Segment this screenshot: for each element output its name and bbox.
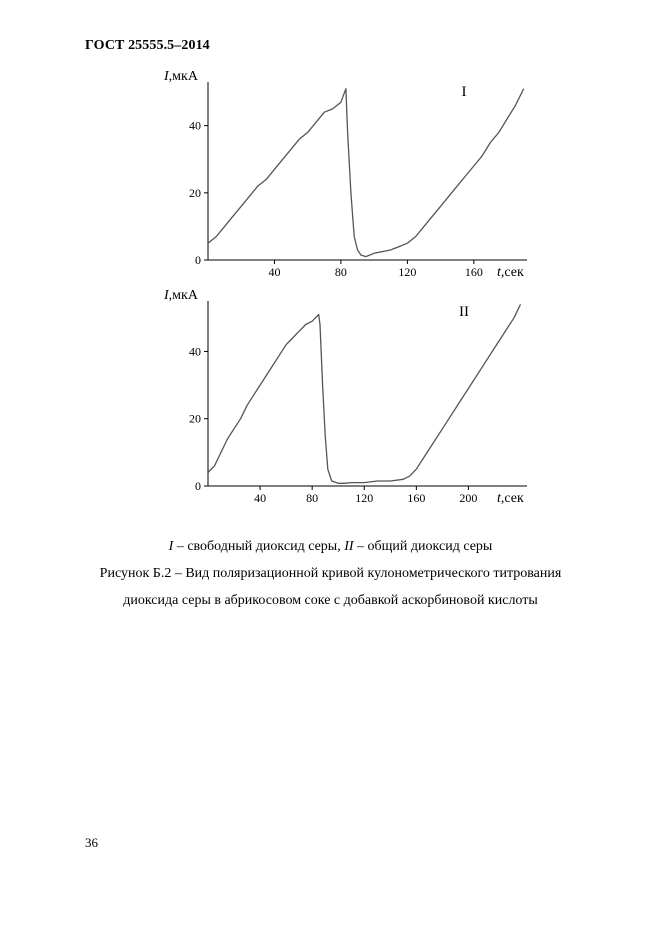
- x-tick-label: 120: [355, 491, 374, 505]
- y-axis-label: [163, 288, 199, 303]
- x-tick-label: 160: [464, 265, 483, 279]
- y-tick-label: 0: [195, 253, 201, 267]
- y-tick-label: 0: [195, 479, 201, 493]
- x-tick-label: 200: [459, 491, 478, 505]
- figure-legend: [0, 539, 661, 555]
- panel-label: II: [459, 304, 469, 320]
- y-axis-label: [163, 69, 199, 84]
- x-tick-label: 120: [398, 265, 417, 279]
- y-tick-label: 40: [189, 118, 201, 133]
- legend-i-text: – свободный диоксид серы,: [173, 539, 345, 554]
- y-tick-label: 20: [189, 411, 201, 426]
- y-tick-label: 20: [189, 185, 201, 200]
- x-axis-label-unit: ,сек: [500, 491, 524, 506]
- y-axis-label-unit: ,мкА: [168, 288, 198, 303]
- x-axis-label: [497, 265, 524, 280]
- x-axis-label: [497, 491, 524, 506]
- legend-ii-label: II: [344, 539, 354, 554]
- x-tick-label: 80: [334, 265, 347, 279]
- x-tick-label: 160: [407, 491, 426, 505]
- chart-i-svg: [0, 60, 661, 280]
- x-tick-label: 80: [306, 491, 319, 505]
- chart-panel-ii: [0, 283, 661, 508]
- figure-title-line2: диоксида серы в абрикосовом соке с добавкой аскорбиновой кислоты: [123, 593, 538, 608]
- series-line: [208, 304, 521, 483]
- y-tick-label: 40: [189, 344, 201, 359]
- y-axis-label-unit: ,мкА: [168, 69, 198, 84]
- figure-title-line1: Рисунок Б.2 – Вид поляризационной кривой кулонометрического титрования: [99, 566, 562, 581]
- chart-ii-svg: [0, 283, 661, 508]
- document-header: ГОСТ 25555.5–2014: [85, 38, 210, 53]
- x-axis-label-unit: ,сек: [500, 265, 524, 280]
- x-tick-label: 40: [268, 265, 281, 279]
- legend-i-label: I: [168, 539, 174, 554]
- x-tick-label: 40: [254, 491, 267, 505]
- chart-panel-i: [0, 60, 661, 280]
- legend-ii-text: – общий диоксид серы: [353, 539, 493, 554]
- x-axis-label-symbol: t: [497, 265, 501, 280]
- page-number: 36: [85, 835, 98, 850]
- panel-label: I: [461, 84, 467, 100]
- series-line: [208, 89, 524, 257]
- y-axis-label-symbol: I: [164, 288, 169, 303]
- y-axis-label-symbol: I: [164, 69, 169, 84]
- x-axis-label-symbol: t: [497, 491, 501, 506]
